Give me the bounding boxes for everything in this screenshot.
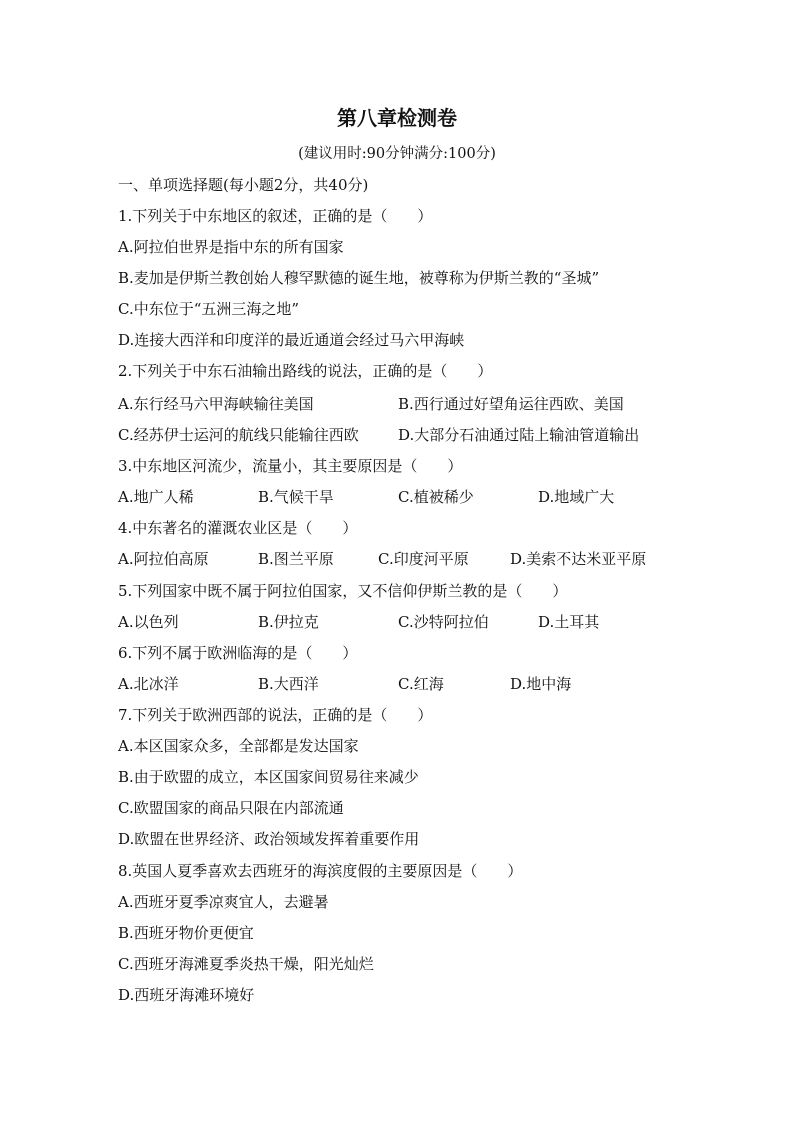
question-2-option-a: A.东行经马六甲海峡输往美国	[118, 395, 314, 413]
question-5-option-a: A.以色列	[118, 613, 179, 631]
question-1-option-c: C.中东位于“五洲三海之地”	[118, 300, 300, 318]
question-3-option-b: B.气候干旱	[258, 488, 334, 506]
question-3-option-d: D.地域广大	[538, 488, 615, 506]
question-2-option-b: B.西行通过好望角运往西欧、美国	[398, 395, 624, 413]
question-3-option-a: A.地广人稀	[118, 488, 194, 506]
question-2-option-d: D.大部分石油通过陆上输油管道输出	[398, 426, 640, 444]
question-8-option-a: A.西班牙夏季凉爽宜人，去避暑	[118, 893, 329, 911]
question-5-option-c: C.沙特阿拉伯	[398, 613, 489, 631]
question-1-option-d: D.连接大西洋和印度洋的最近通道会经过马六甲海峡	[118, 331, 465, 349]
question-1-option-b: B.麦加是伊斯兰教创始人穆罕默德的诞生地，被尊称为伊斯兰教的“圣城”	[118, 269, 600, 287]
question-4-stem: 4.中东著名的灌溉农业区是（ ）	[118, 519, 358, 537]
question-7-option-d: D.欧盟在世界经济、政治领域发挥着重要作用	[118, 830, 420, 848]
question-8-option-d: D.西班牙海滩环境好	[118, 986, 255, 1004]
question-6-stem: 6.下列不属于欧洲临海的是（ ）	[118, 644, 358, 662]
question-5-option-b: B.伊拉克	[258, 613, 319, 631]
question-6-option-b: B.大西洋	[258, 675, 319, 693]
question-5-option-d: D.土耳其	[538, 613, 600, 631]
section-heading: 一、单项选择题(每小题2分，共40分)	[118, 176, 369, 194]
question-8-stem: 8.英国人夏季喜欢去西班牙的海滨度假的主要原因是（ ）	[118, 862, 523, 880]
question-6-option-c: C.红海	[398, 675, 444, 693]
question-7-option-a: A.本区国家众多，全部都是发达国家	[118, 737, 359, 755]
question-4-option-d: D.美索不达米亚平原	[510, 550, 647, 568]
question-7-stem: 7.下列关于欧洲西部的说法，正确的是（ ）	[118, 706, 433, 724]
question-4-option-b: B.图兰平原	[258, 550, 334, 568]
question-6-option-d: D.地中海	[510, 675, 572, 693]
question-4-option-a: A.阿拉伯高原	[118, 550, 209, 568]
question-7-option-b: B.由于欧盟的成立，本区国家间贸易往来减少	[118, 768, 419, 786]
question-3-stem: 3.中东地区河流少，流量小，其主要原因是（ ）	[118, 457, 463, 475]
question-5-stem: 5.下列国家中既不属于阿拉伯国家，又不信仰伊斯兰教的是（ ）	[118, 582, 568, 600]
page-subtitle: (建议用时:90分钟满分:100分)	[298, 146, 496, 162]
question-1-option-a: A.阿拉伯世界是指中东的所有国家	[118, 238, 344, 256]
question-2-stem: 2.下列关于中东石油输出路线的说法，正确的是（ ）	[118, 362, 493, 380]
question-6-option-a: A.北冰洋	[118, 675, 179, 693]
page-title: 第八章检测卷	[337, 106, 457, 130]
question-8-option-c: C.西班牙海滩夏季炎热干燥，阳光灿烂	[118, 955, 374, 973]
question-1-stem: 1.下列关于中东地区的叙述，正确的是（ ）	[118, 207, 433, 225]
question-3-option-c: C.植被稀少	[398, 488, 474, 506]
question-8-option-b: B.西班牙物价更便宜	[118, 924, 254, 942]
question-2-option-c: C.经苏伊士运河的航线只能输往西欧	[118, 426, 359, 444]
question-7-option-c: C.欧盟国家的商品只限在内部流通	[118, 799, 344, 817]
question-4-option-c: C.印度河平原	[378, 550, 469, 568]
